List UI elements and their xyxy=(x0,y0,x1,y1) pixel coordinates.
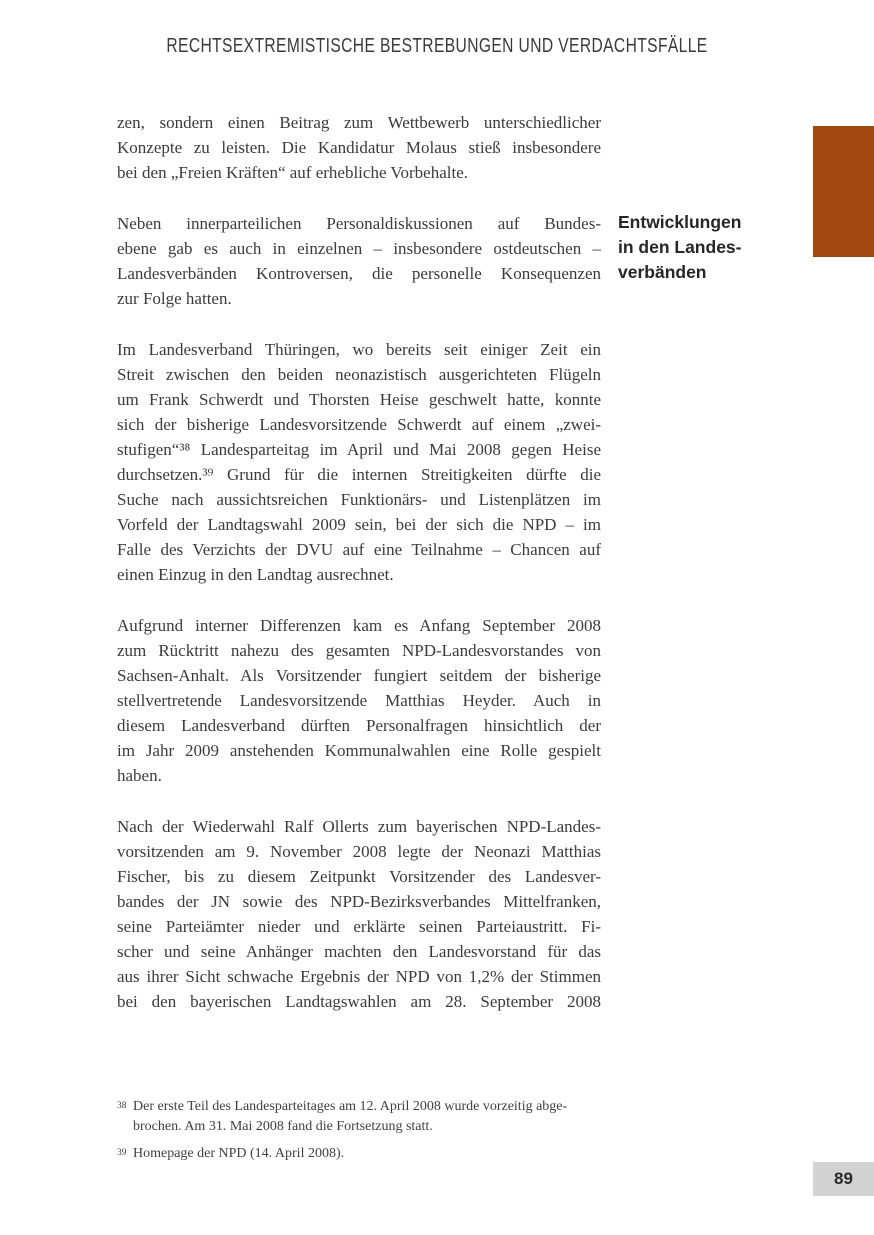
body-line: Konzepte zu leisten. Die Kandidatur Molaus stieß insbesondere xyxy=(117,138,601,157)
footnote xyxy=(117,1097,617,1137)
body-line: bei den „Freien Kräften“ auf erhebliche Vorbehalte. xyxy=(117,163,469,182)
body-line: seine Parteiämter nieder und erklärte seinen Parteiaustritt. Fi- xyxy=(117,917,601,936)
footnote-marker: 38 xyxy=(117,1101,127,1111)
body-line: Vorfeld der Landtagswahl 2009 sein, bei der sich die NPD – im xyxy=(117,515,601,534)
body-line: diesem Landesverband dürften Personalfragen hinsichtlich der xyxy=(117,716,601,735)
page-number-box xyxy=(813,1162,874,1196)
paragraph xyxy=(117,814,601,1014)
body-line: bandes der JN sowie des NPD-Bezirksverbandes Mittelfranken, xyxy=(117,892,601,911)
body-line: scher und seine Anhänger machten den Landesvorstand für das xyxy=(117,942,601,961)
body-line: zur Folge hatten. xyxy=(117,289,232,308)
body-line: Sachsen-Anhalt. Als Vorsitzender fungiert seitdem der bisherige xyxy=(117,666,601,685)
body-line: Suche nach aussichtsreichen Funktionärs- und Listenplätzen im xyxy=(117,490,601,509)
footnote-line: brochen. Am 31. Mai 2008 fand die Fortsetzung statt. xyxy=(133,1119,433,1134)
paragraph xyxy=(117,110,601,185)
footnote-marker: 39 xyxy=(117,1148,127,1158)
page-number: 89 xyxy=(834,1169,853,1188)
body-line: Streit zwischen den beiden neonazistisch ausgerichteten Flügeln xyxy=(117,365,601,384)
body-line: Im Landesverband Thüringen, wo bereits seit einiger Zeit ein xyxy=(117,340,601,359)
paragraph xyxy=(117,337,601,587)
footnote xyxy=(117,1144,617,1164)
running-head: RECHTSEXTREMISTISCHE BESTREBUNGEN UND VERDACHTSFÄLLE xyxy=(166,35,708,57)
body-line: stellvertretende Landesvorsitzende Matthias Heyder. Auch in xyxy=(117,691,601,710)
body-text-column xyxy=(117,110,601,1040)
body-line: zen, sondern einen Beitrag zum Wettbewerb unterschiedlicher xyxy=(117,113,601,132)
margin-note xyxy=(618,210,778,285)
body-line: um Frank Schwerdt und Thorsten Heise geschwelt hatte, konnte xyxy=(117,390,601,409)
footnote-text xyxy=(133,1097,617,1137)
margin-note-line: Entwicklungen xyxy=(618,212,742,232)
body-line: vorsitzenden am 9. November 2008 legte der Neonazi Matthias xyxy=(117,842,601,861)
chapter-thumb-tab xyxy=(813,126,874,257)
body-line: einen Einzug in den Landtag ausrechnet. xyxy=(117,565,394,584)
body-line: aus ihrer Sicht schwache Ergebnis der NPD von 1,2% der Stimmen xyxy=(117,967,601,986)
body-line: zum Rücktritt nahezu des gesamten NPD-Landesvorstandes von xyxy=(117,641,601,660)
body-line: Aufgrund interner Differenzen kam es Anfang September 2008 xyxy=(117,616,601,635)
body-line: Fischer, bis zu diesem Zeitpunkt Vorsitzender des Landesver- xyxy=(117,867,601,886)
paragraph xyxy=(117,211,601,311)
margin-note-line: verbänden xyxy=(618,262,707,282)
body-line: im Jahr 2009 anstehenden Kommunalwahlen eine Rolle gespielt xyxy=(117,741,601,760)
body-line: stufigen“³⁸ Landesparteitag im April und Mai 2008 gegen Heise xyxy=(117,440,601,459)
body-line: bei den bayerischen Landtagswahlen am 28. September 2008 xyxy=(117,992,601,1011)
body-line: Falle des Verzichts der DVU auf eine Teilnahme – Chancen auf xyxy=(117,540,601,559)
footnotes xyxy=(117,1097,617,1164)
body-line: Neben innerparteilichen Personaldiskussionen auf Bundes- xyxy=(117,214,601,233)
footnote-text xyxy=(133,1144,617,1164)
margin-note-line: in den Landes- xyxy=(618,237,742,257)
footnote-line: Der erste Teil des Landesparteitages am 12. April 2008 wurde vorzeitig abge- xyxy=(133,1099,568,1114)
body-line: sich der bisherige Landesvorsitzende Schwerdt auf einem „zwei- xyxy=(117,415,601,434)
body-line: ebene gab es auch in einzelnen – insbesondere ostdeutschen – xyxy=(117,239,601,258)
body-line: Nach der Wiederwahl Ralf Ollerts zum bayerischen NPD-Landes- xyxy=(117,817,601,836)
paragraph xyxy=(117,613,601,788)
body-line: haben. xyxy=(117,766,162,785)
body-line: durchsetzen.³⁹ Grund für die internen Streitigkeiten dürfte die xyxy=(117,465,601,484)
body-line: Landesverbänden Kontroversen, die personelle Konsequenzen xyxy=(117,264,601,283)
footnote-line: Homepage der NPD (14. April 2008). xyxy=(133,1146,345,1161)
